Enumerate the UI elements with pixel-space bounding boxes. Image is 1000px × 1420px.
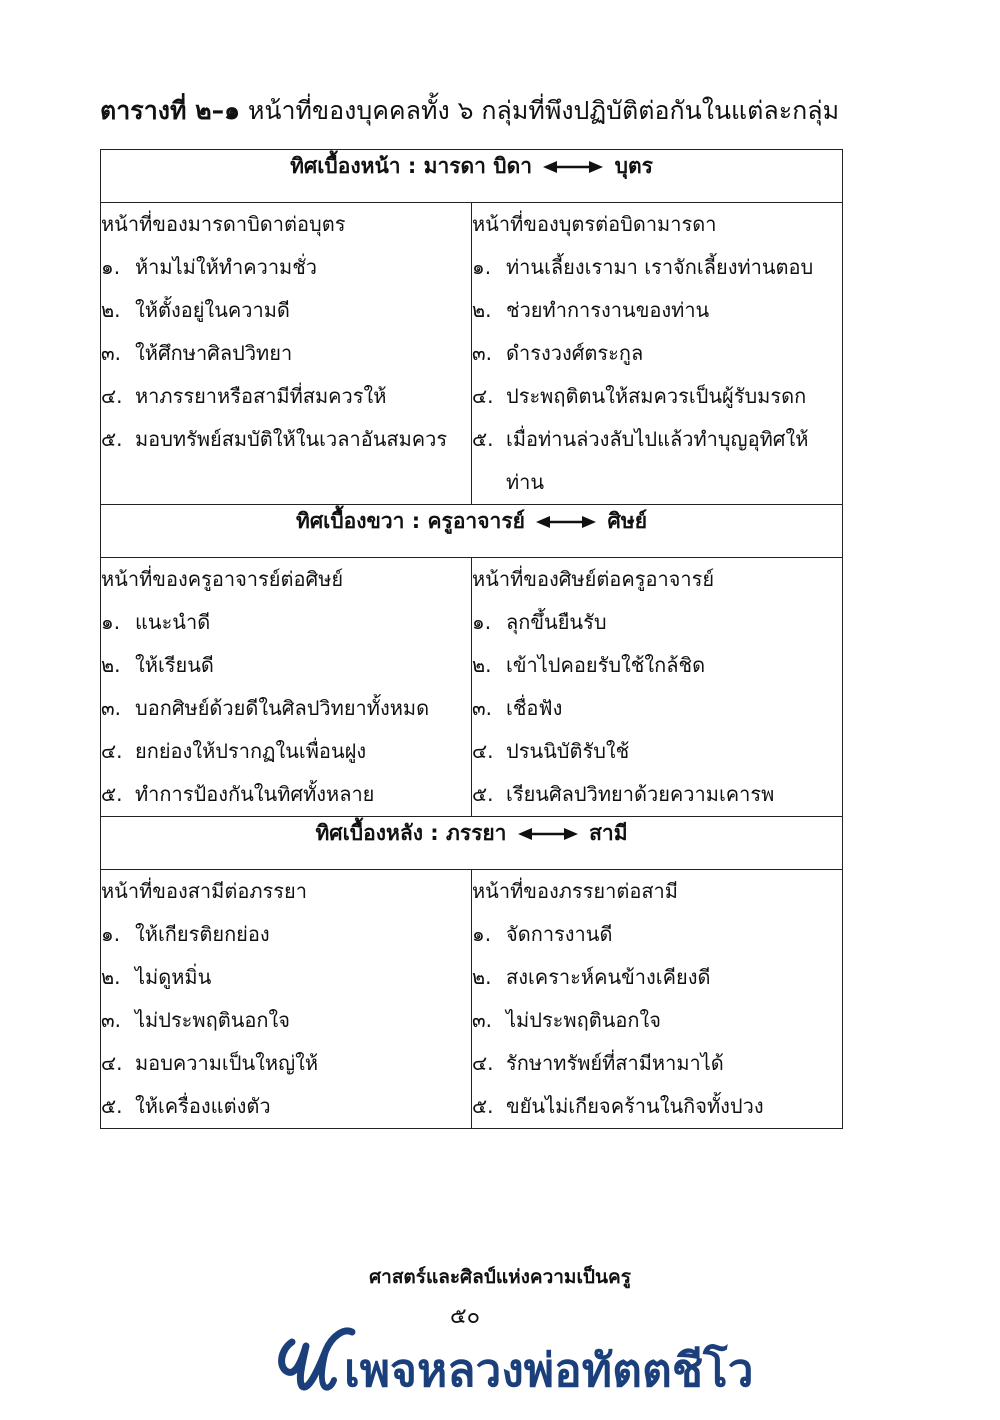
item-text: เมื่อท่านล่วงลับไปแล้วทำบุญอุทิศให้ท่าน xyxy=(506,427,809,494)
list-item xyxy=(101,773,471,816)
section-header xyxy=(101,505,843,558)
item-number: ๔. xyxy=(472,1051,494,1075)
item-number: ๕. xyxy=(101,782,123,806)
list-item xyxy=(472,601,842,644)
list-item xyxy=(101,1042,471,1085)
column-title: หน้าที่ของสามีต่อภรรยา xyxy=(101,879,307,903)
section-counterpart: สามี xyxy=(589,821,628,845)
item-number: ๕. xyxy=(472,427,494,451)
item-number: ๒. xyxy=(101,965,121,989)
list-item xyxy=(101,601,471,644)
section-header-row xyxy=(101,150,843,203)
list-item xyxy=(101,644,471,687)
list-item xyxy=(101,687,471,730)
item-text: ประพฤติตนให้สมควรเป็นผู้รับมรดก xyxy=(506,384,807,408)
item-number: ๕. xyxy=(472,782,494,806)
list-item xyxy=(472,418,842,504)
item-text: ดำรงวงศ์ตระกูล xyxy=(506,341,644,365)
list-item xyxy=(472,332,842,375)
list-item xyxy=(472,956,842,999)
section-direction: ทิศเบื้องขวา : ครูอาจารย์ xyxy=(295,509,525,533)
item-text: บอกศิษย์ด้วยดีในศิลปวิทยาทั้งหมด xyxy=(135,696,430,720)
column-title: หน้าที่ของครูอาจารย์ต่อศิษย์ xyxy=(101,567,344,591)
item-text: แนะนำดี xyxy=(135,610,211,634)
section-body-row xyxy=(101,203,843,505)
item-text: ท่านเลี้ยงเรามา เราจักเลี้ยงท่านตอบ xyxy=(506,255,814,279)
list-item xyxy=(472,375,842,418)
item-text: เชื่อฟัง xyxy=(506,696,563,720)
list-item xyxy=(472,773,842,816)
list-item xyxy=(101,332,471,375)
item-text: รักษาทรัพย์ที่สามีหามาได้ xyxy=(506,1051,724,1075)
item-text: มอบความเป็นใหญ่ให้ xyxy=(135,1051,319,1075)
item-number: ๕. xyxy=(101,427,123,451)
item-text: ให้เกียรติยกย่อง xyxy=(135,922,270,946)
duties-column-left xyxy=(101,558,472,817)
item-number: ๒. xyxy=(472,965,492,989)
item-text: เข้าไปคอยรับใช้ใกล้ชิด xyxy=(506,653,706,677)
item-text: หาภรรยาหรือสามีที่สมควรให้ xyxy=(135,384,387,408)
item-text: ห้ามไม่ให้ทำความชั่ว xyxy=(135,255,318,279)
list-item xyxy=(101,418,471,461)
book-title: ศาสตร์และศิลป์แห่งความเป็นครู xyxy=(369,1266,631,1288)
item-text: สงเคราะห์คนข้างเคียงดี xyxy=(506,965,711,989)
item-number: ๑. xyxy=(101,255,121,279)
section-header-row xyxy=(101,817,843,870)
list-item xyxy=(472,246,842,289)
duty-list xyxy=(101,246,471,461)
item-text: ขยันไม่เกียจคร้านในกิจทั้งปวง xyxy=(506,1094,764,1118)
item-number: ๒. xyxy=(472,298,492,322)
item-text: ให้เครื่องแต่งตัว xyxy=(135,1094,271,1118)
duty-list xyxy=(472,913,842,1128)
item-text: ให้ศึกษาศิลปวิทยา xyxy=(135,341,293,365)
list-item xyxy=(472,1042,842,1085)
section-counterpart: บุตร xyxy=(614,154,653,178)
duties-table xyxy=(100,149,843,1129)
column-title: หน้าที่ของมารดาบิดาต่อบุตร xyxy=(101,212,346,236)
item-text: ให้เรียนดี xyxy=(135,653,214,677)
item-number: ๒. xyxy=(101,298,121,322)
duties-column-left xyxy=(101,870,472,1129)
duty-list xyxy=(101,913,471,1128)
section-body-row xyxy=(101,870,843,1129)
item-number: ๑. xyxy=(101,610,121,634)
duties-column-right xyxy=(472,558,843,817)
list-item xyxy=(472,730,842,773)
list-item xyxy=(101,1085,471,1128)
duty-list xyxy=(472,246,842,504)
item-text: ลุกขึ้นยืนรับ xyxy=(506,610,607,634)
list-item xyxy=(101,246,471,289)
list-item xyxy=(472,289,842,332)
item-number: ๓. xyxy=(472,341,493,365)
double-arrow-icon xyxy=(536,515,596,529)
list-item xyxy=(101,999,471,1042)
list-item xyxy=(472,913,842,956)
section-header xyxy=(101,150,843,203)
caption-label: ตารางที่ ๒–๑ xyxy=(100,96,240,125)
item-number: ๔. xyxy=(101,739,123,763)
item-number: ๒. xyxy=(472,653,492,677)
item-number: ๑. xyxy=(472,255,492,279)
item-number: ๓. xyxy=(472,1008,493,1032)
duty-list xyxy=(101,601,471,816)
column-title: หน้าที่ของภรรยาต่อสามี xyxy=(472,879,678,903)
item-number: ๕. xyxy=(472,1094,494,1118)
item-text: ทำการป้องกันในทิศทั้งหลาย xyxy=(135,782,375,806)
caption-text: หน้าที่ของบุคคลทั้ง ๖ กลุ่มที่พึงปฏิบัติต่อกันในแต่ละกลุ่ม xyxy=(247,96,840,125)
section-direction: ทิศเบื้องหลัง : ภรรยา xyxy=(315,821,507,845)
item-number: ๒. xyxy=(101,653,121,677)
item-text: ไม่ดูหมิ่น xyxy=(135,965,212,989)
item-text: ไม่ประพฤตินอกใจ xyxy=(135,1008,290,1032)
item-text: ยกย่องให้ปรากฏในเพื่อนฝูง xyxy=(135,739,367,763)
list-item xyxy=(101,289,471,332)
item-text: ช่วยทำการงานของท่าน xyxy=(506,298,710,322)
item-number: ๓. xyxy=(101,1008,122,1032)
item-text: เรียนศิลปวิทยาด้วยความเคารพ xyxy=(506,782,775,806)
list-item xyxy=(101,730,471,773)
item-text: จัดการงานดี xyxy=(506,922,613,946)
item-text: ปรนนิบัติรับใช้ xyxy=(506,739,630,763)
page-number: ๕๐ xyxy=(449,1304,481,1329)
list-item xyxy=(472,999,842,1042)
duties-column-right xyxy=(472,870,843,1129)
section-header xyxy=(101,817,843,870)
item-number: ๑. xyxy=(101,922,121,946)
item-number: ๔. xyxy=(101,384,123,408)
brand-name: เพจหลวงพ่อทัตตชีโว xyxy=(344,1343,754,1397)
item-number: ๑. xyxy=(472,610,492,634)
column-title: หน้าที่ของศิษย์ต่อครูอาจารย์ xyxy=(472,567,715,591)
list-item xyxy=(101,375,471,418)
section-direction: ทิศเบื้องหน้า : มารดา บิดา xyxy=(290,154,533,178)
item-text: ไม่ประพฤตินอกใจ xyxy=(506,1008,661,1032)
duties-column-right xyxy=(472,203,843,505)
list-item xyxy=(101,956,471,999)
double-arrow-icon xyxy=(518,827,578,841)
item-number: ๔. xyxy=(472,384,494,408)
duty-list xyxy=(472,601,842,816)
item-text: ให้ตั้งอยู่ในความดี xyxy=(135,298,290,322)
section-counterpart: ศิษย์ xyxy=(607,509,648,533)
item-number: ๔. xyxy=(101,1051,123,1075)
list-item xyxy=(472,644,842,687)
list-item xyxy=(101,913,471,956)
duties-column-left xyxy=(101,203,472,505)
item-number: ๑. xyxy=(472,922,492,946)
item-text: มอบทรัพย์สมบัติให้ในเวลาอันสมควร xyxy=(135,427,448,451)
section-body-row xyxy=(101,558,843,817)
item-number: ๕. xyxy=(101,1094,123,1118)
item-number: ๔. xyxy=(472,739,494,763)
column-title: หน้าที่ของบุตรต่อบิดามารดา xyxy=(472,212,717,236)
item-number: ๓. xyxy=(472,696,493,720)
double-arrow-icon xyxy=(543,160,603,174)
item-number: ๓. xyxy=(101,341,122,365)
item-number: ๓. xyxy=(101,696,122,720)
list-item xyxy=(472,1085,842,1128)
section-header-row xyxy=(101,505,843,558)
table-caption xyxy=(100,92,860,130)
list-item xyxy=(472,687,842,730)
